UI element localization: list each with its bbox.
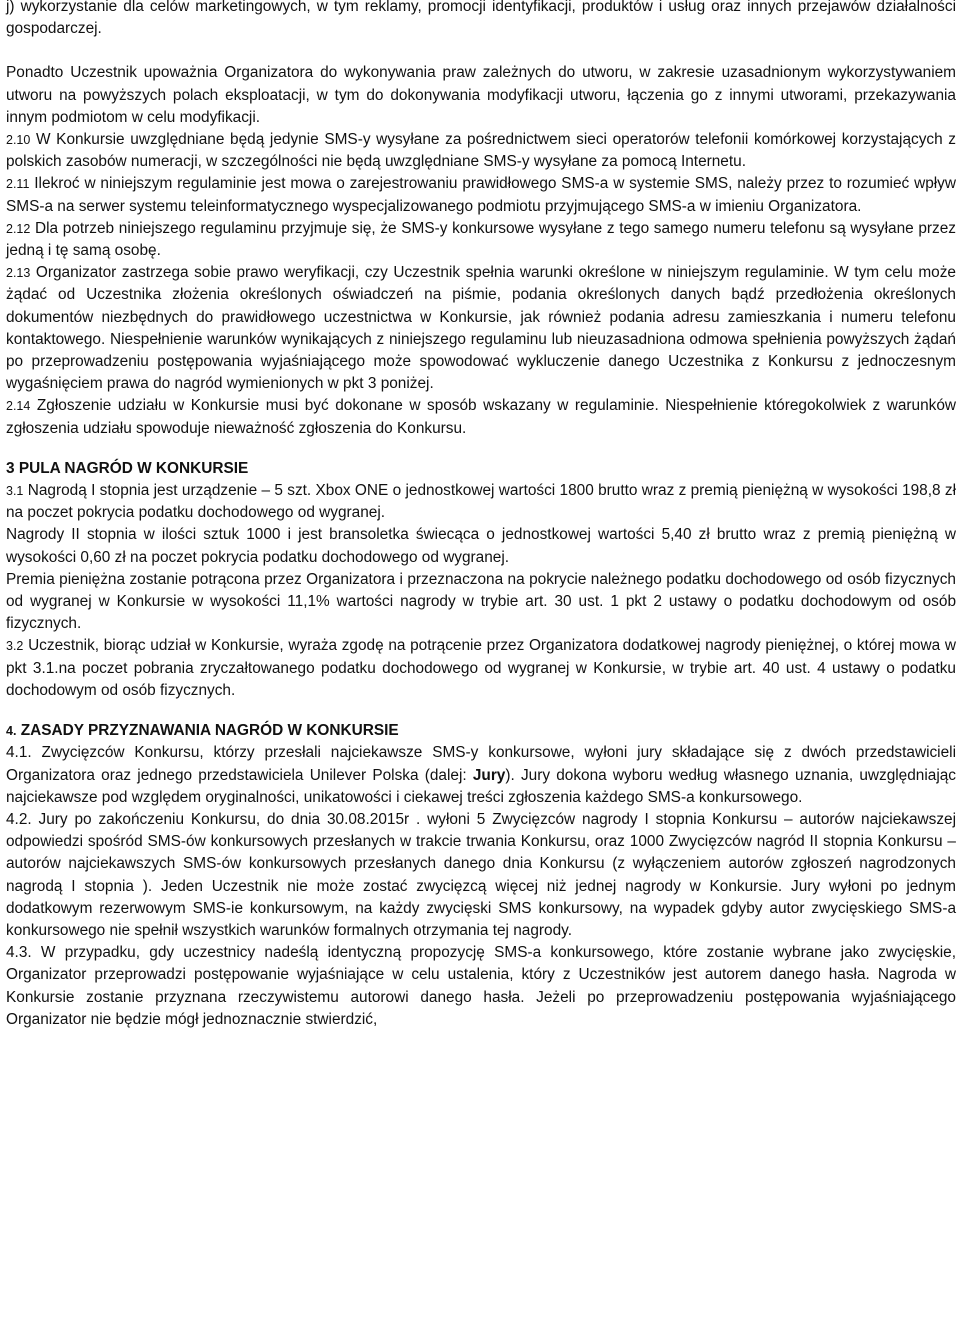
section-number: 4. xyxy=(6,724,17,739)
section-text: Ilekroć w niniejszym regulaminie jest mowa o zarejestrowaniu prawidłowego SMS-a w systemie SMS, należy przez to rozumieć wpływ SMS-a na serwer systemu teleinformatycznego wyspecjalizowanego podmiotu przyjmującego SMS-a w imieniu Organizatora. xyxy=(6,175,956,215)
section-text-suffix: ). Jury dokona wyboru według własnego uznania, uwzględniając najciekawsze pod względem oryginalności, unikatowości i ciekawej treści zgłoszenia każdego SMS-a konkursowego. xyxy=(6,766,957,806)
section-4-2: 4.2. Jury po zakończeniu Konkursu, do dnia 30.08.2015r . wyłoni 5 Zwycięzców nagrody I stopnia Konkursu – autorów najciekawszej odpowiedzi spośród SMS-ów konkursowych przesłanych w trakcie trwania Konkursu, oraz 1000 Zwycięzców nagród II stopnia Konkursu – autorów najciekawszych SMS-ów konkursowych przesłanych danego dnia Konkursu (z wyłączeniem autorów zgłoszeń nagrodzonych nagrodą I stopnia ). Jeden Uczestnik nie może zostać zwycięzcą więcej niż jednej nagrody w Konkursie. Jury wyłoni po jednym dodatkowym rezerwowym SMS-ie konkursowym, na każdy zwycięski SMS konkursowy, na wypadek gdyby autor zwycięskiego SMS-a konkursowego nie spełnił wszystkich warunków formalnych otrzymania tej nagrody. xyxy=(6,810,956,939)
section-4-3: 4.3. W przypadku, gdy uczestnicy nadeślą identyczną propozycję SMS-a konkursowego, które zostanie wybrane jako zwycięskie, Organizator przeprowadzi postępowanie wyjaśniające w celu ustalenia, który z Uczestników jest autorem danego hasła. Nagroda w Konkursie zostanie przyznana rzeczywistemu autorowi danego hasła. Jeżeli po przeprowadzeniu postępowania wyjaśniającego Organizator nie będzie mógł jednoznacznie stwierdzić, xyxy=(6,944,956,1028)
section-number: 3.1 xyxy=(6,484,24,499)
section-4-1 xyxy=(6,742,956,809)
section-3-2 xyxy=(6,635,956,702)
section-number: 2.14 xyxy=(6,399,31,414)
section-number: 2.13 xyxy=(6,266,31,281)
section-2-12 xyxy=(6,218,956,262)
section-text: Uczestnik, biorąc udział w Konkursie, wyraża zgodę na potrącenie przez Organizatora dodatkowej nagrody pieniężnej, o której mowa w pkt 3.1.na poczet pobrania zryczałtowanego podatku dochodowego od wygranej w Konkursie, w trybie art. 40 ust. 4 ustawy o podatku dochodowym od osób fizycznych. xyxy=(6,637,956,699)
section-text: W Konkursie uwzględniane będą jedynie SMS-y wysyłane za pośrednictwem sieci operatorów telefonii komórkowej korzystających z polskich zasobów numeracji, w szczególności nie będą uwzględniane SMS-y wysyłane za pomocą Internetu. xyxy=(6,131,956,171)
section-text: Dla potrzeb niniejszego regulaminu przyjmuje się, że SMS-y konkursowe wysyłane z tego samego numeru telefonu są wysyłane przez jedną i tę samą osobę. xyxy=(6,219,957,260)
paragraph-second-prizes: Nagrody II stopnia w ilości sztuk 1000 i jest bransoletka świecąca o jednostkowej wartości 5,40 zł brutto wraz z premią pieniężną w wysokości 0,60 zł na poczet pokrycia podatku dochodowego od wygranej. xyxy=(6,526,956,566)
regulation-document xyxy=(6,0,956,1031)
section-3-1 xyxy=(6,480,956,524)
section-2-14 xyxy=(6,395,956,439)
section-text: Organizator zastrzega sobie prawo weryfikacji, czy Uczestnik spełnia warunki określone w niniejszym regulaminie. W tym celu może żądać od Uczestnika złożenia określonych oświadczeń na piśmie, podania określonych danych bądź przedłożenia określonych dokumentów niezbędnych do prawidłowego uczestnictwa w Konkursie, jak również podania adresu zamieszkania i numeru telefonu kontaktowego. Niespełnienie warunków wynikających z niniejszego regulaminu lub nieuzasadniona odmowa spełnienia powyższych żądań po przeprowadzeniu postępowania wyjaśniającego może spowodować wykluczenie danego Uczestnika z Konkursu z jednoczesnym wygaśnięciem prawa do nagród wymienionych w pkt 3 poniżej. xyxy=(6,264,956,393)
section-number: 2.10 xyxy=(6,133,31,148)
section-text: Nagrodą I stopnia jest urządzenie – 5 szt. Xbox ONE o jednostkowej wartości 1800 brutto wraz z premią pieniężną w wysokości 198,8 zł na poczet pokrycia podatku dochodowego od wygranej. xyxy=(6,482,956,522)
section-2-11 xyxy=(6,173,956,217)
paragraph-cash-premium: Premia pieniężna zostanie potrącona przez Organizatora i przeznaczona na pokrycie należnego podatku dochodowego od osób fizycznych od wygranej w Konkursie w wysokości 11,1% wartości nagrody w trybie art. 30 ust. 1 pkt 2 ustawy o podatku dochodowym od osób fizycznych. xyxy=(6,570,956,633)
jury-term: Jury xyxy=(472,766,506,784)
heading-section-3: 3 PULA NAGRÓD W KONKURSIE xyxy=(6,459,249,477)
section-number: 2.11 xyxy=(6,177,30,192)
paragraph-derivative-rights: Ponadto Uczestnik upoważnia Organizatora do wykonywania praw zależnych do utworu, w zakresie uzasadnionym wykorzystywaniem utworu na powyższych polach eksploatacji, w tym do dokonywania modyfikacji utworu, łączenia go z innymi utworami, przekazywania innym podmiotom w celu modyfikacji. xyxy=(6,64,956,126)
heading-text: ZASADY PRZYZNAWANIA NAGRÓD W KONKURSIE xyxy=(20,722,399,740)
section-text: Zgłoszenie udziału w Konkursie musi być dokonane w sposób wskazany w regulaminie. Niespełnienie któregokolwiek z warunków zgłoszenia udziału spowoduje nieważność zgłoszenia do Konkursu. xyxy=(6,397,957,437)
section-2-10 xyxy=(6,129,956,173)
section-number: 2.12 xyxy=(6,221,31,236)
heading-section-4 xyxy=(6,720,956,742)
section-2-13 xyxy=(6,262,956,395)
section-text-prefix: 4.1. Zwycięzców Konkursu, którzy przesłali najciekawsze SMS-y konkursowe, wyłoni jury składające się z dwóch przedstawicieli Organizatora oraz jednego przedstawiciela Unilever Polska (dalej: xyxy=(6,744,956,784)
paragraph-item-j: j) wykorzystanie dla celów marketingowych, w tym reklamy, promocji identyfikacji, produktów i usług oraz innych przejawów działalności gospodarczej. xyxy=(6,0,956,38)
section-number: 3.2 xyxy=(6,639,24,654)
